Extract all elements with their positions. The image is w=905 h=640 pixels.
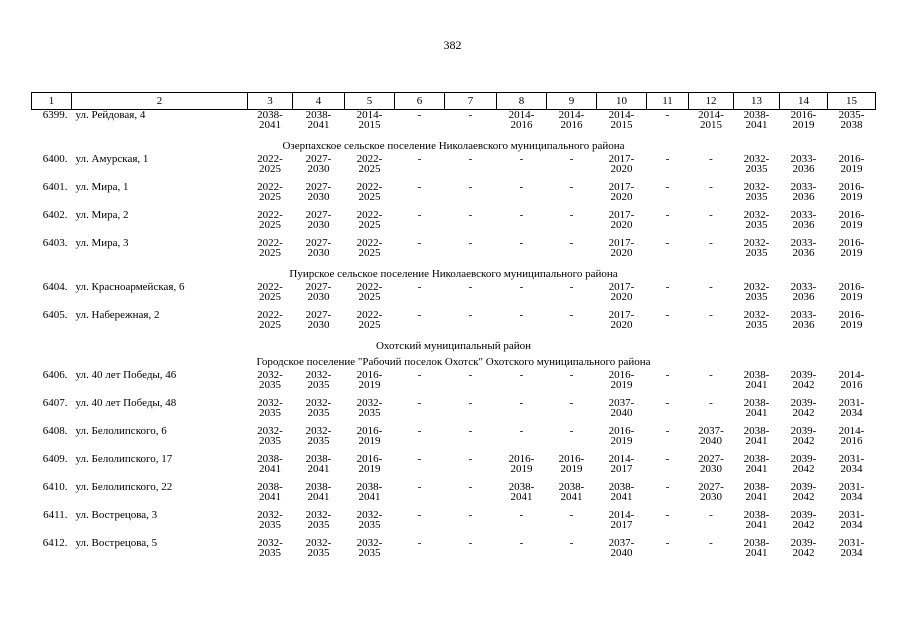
period-cell: 2038- 2041 (305, 109, 332, 131)
period-cell: 2016- 2019 (838, 209, 865, 231)
period-cell: - (468, 481, 473, 493)
column-header-12: 12 (689, 93, 734, 110)
period-cell: - (417, 153, 422, 165)
period-cell: 2032- 2035 (305, 369, 332, 391)
period-cell: 2031- 2034 (838, 537, 865, 559)
period-cell: 2038- 2041 (508, 481, 535, 503)
column-header-7: 7 (445, 93, 497, 110)
row-number: 6412. (42, 537, 68, 549)
period-cell: - (468, 209, 473, 221)
table-row (32, 538, 876, 566)
period-cell: - (569, 153, 574, 165)
section-heading: Охотский муниципальный район (375, 340, 532, 352)
period-cell: 2039- 2042 (790, 509, 817, 531)
table-row (32, 238, 876, 266)
period-cell: 2022- 2025 (257, 309, 283, 331)
row-number: 6405. (42, 309, 68, 321)
period-cell: - (468, 509, 473, 521)
row-number: 6406. (42, 369, 68, 381)
period-cell: 2033- 2036 (790, 281, 817, 303)
period-cell: - (519, 425, 524, 437)
period-cell: 2022- 2025 (257, 153, 283, 175)
period-cell: - (665, 209, 670, 221)
table-row (32, 482, 876, 510)
period-cell: 2038- 2041 (743, 397, 770, 419)
period-cell: - (569, 397, 574, 409)
row-number: 6407. (42, 397, 68, 409)
address-cell: ул. Мира, 2 (75, 209, 129, 221)
period-cell: 2032- 2035 (743, 209, 770, 231)
period-cell: 2027- 2030 (698, 481, 724, 503)
column-header-4: 4 (293, 93, 345, 110)
period-cell: - (468, 153, 473, 165)
period-cell: - (569, 369, 574, 381)
period-cell: - (665, 237, 670, 249)
period-cell: - (665, 509, 670, 521)
period-cell: - (519, 281, 524, 293)
period-cell: 2038- 2041 (558, 481, 585, 503)
period-cell: - (709, 369, 713, 381)
period-cell: 2037- 2040 (608, 397, 635, 419)
section-heading-row (32, 138, 876, 154)
period-cell: 2038- 2041 (743, 425, 770, 447)
address-cell: ул. Набережная, 2 (75, 309, 160, 321)
period-cell: 2022- 2025 (356, 153, 383, 175)
period-cell: 2032- 2035 (743, 281, 770, 303)
period-cell: 2037- 2040 (608, 537, 635, 559)
address-cell: ул. Амурская, 1 (75, 153, 149, 165)
row-number: 6399. (42, 109, 68, 121)
period-cell: - (709, 537, 713, 549)
period-cell: - (417, 425, 422, 437)
period-cell: 2016- 2019 (508, 453, 535, 475)
column-header-3: 3 (248, 93, 293, 110)
period-cell: - (468, 537, 473, 549)
period-cell: 2032- 2035 (257, 509, 283, 531)
period-cell: 2038- 2041 (743, 509, 770, 531)
period-cell: 2014- 2015 (608, 109, 635, 131)
period-cell: 2032- 2035 (305, 397, 332, 419)
column-header-15: 15 (828, 93, 876, 110)
period-cell: - (417, 397, 422, 409)
period-cell: 2033- 2036 (790, 237, 817, 259)
period-cell: - (665, 153, 670, 165)
period-cell: - (665, 181, 670, 193)
section-heading-row (32, 338, 876, 354)
period-cell: 2017- 2020 (608, 209, 635, 231)
period-cell: 2032- 2035 (743, 153, 770, 175)
period-cell: 2027- 2030 (698, 453, 724, 475)
period-cell: - (569, 237, 574, 249)
period-cell: - (519, 237, 524, 249)
column-header-2: 2 (72, 93, 248, 110)
period-cell: 2016- 2019 (356, 425, 383, 447)
period-cell: 2027- 2030 (305, 153, 332, 175)
period-cell: 2033- 2036 (790, 153, 817, 175)
period-cell: 2017- 2020 (608, 153, 635, 175)
period-cell: 2032- 2035 (257, 397, 283, 419)
period-cell: 2038- 2041 (608, 481, 635, 503)
table-row (32, 154, 876, 182)
period-cell: 2022- 2025 (356, 181, 383, 203)
period-cell: 2016- 2019 (608, 369, 635, 391)
period-cell: 2016- 2019 (608, 425, 635, 447)
period-cell: - (417, 181, 422, 193)
period-cell: 2031- 2034 (838, 509, 865, 531)
period-cell: 2032- 2035 (257, 537, 283, 559)
address-cell: ул. Вострецова, 3 (75, 509, 158, 521)
period-cell: 2038- 2041 (305, 481, 332, 503)
table-row (32, 426, 876, 454)
period-cell: - (665, 309, 670, 321)
period-cell: - (709, 181, 713, 193)
period-cell: 2039- 2042 (790, 369, 817, 391)
period-cell: 2032- 2035 (305, 509, 332, 531)
period-cell: 2022- 2025 (356, 237, 383, 259)
period-cell: 2038- 2041 (743, 481, 770, 503)
period-cell: - (417, 509, 422, 521)
table-row (32, 110, 876, 139)
period-cell: - (417, 369, 422, 381)
section-heading: Озерпахское сельское поселение Николаевского муниципального района (282, 140, 625, 152)
period-cell: - (709, 509, 713, 521)
period-cell: - (569, 537, 574, 549)
period-cell: - (665, 281, 670, 293)
period-cell: - (569, 425, 574, 437)
column-header-9: 9 (547, 93, 597, 110)
period-cell: - (417, 453, 422, 465)
period-cell: - (569, 181, 574, 193)
period-cell: 2039- 2042 (790, 425, 817, 447)
period-cell: 2038- 2041 (743, 369, 770, 391)
address-cell: ул. Белолипского, 17 (75, 453, 173, 465)
period-cell: 2016- 2019 (838, 153, 865, 175)
table-row (32, 282, 876, 310)
period-cell: 2014- 2016 (838, 425, 865, 447)
period-cell: 2022- 2025 (257, 281, 283, 303)
period-cell: 2039- 2042 (790, 453, 817, 475)
row-number: 6401. (42, 181, 68, 193)
table-row (32, 454, 876, 482)
period-cell: 2032- 2035 (305, 425, 332, 447)
period-cell: - (417, 537, 422, 549)
period-cell: - (569, 309, 574, 321)
period-cell: - (519, 397, 524, 409)
period-cell: - (468, 181, 473, 193)
period-cell: 2038- 2041 (257, 481, 283, 503)
period-cell: - (468, 281, 473, 293)
column-header-14: 14 (780, 93, 828, 110)
period-cell: 2016- 2019 (838, 309, 865, 331)
period-cell: 2038- 2041 (743, 453, 770, 475)
period-cell: 2033- 2036 (790, 181, 817, 203)
column-header-8: 8 (497, 93, 547, 110)
period-cell: 2038- 2041 (257, 453, 283, 475)
row-number: 6403. (42, 237, 68, 249)
period-cell: 2017- 2020 (608, 181, 635, 203)
period-cell: 2027- 2030 (305, 309, 332, 331)
row-number: 6404. (42, 281, 68, 293)
period-cell: 2033- 2036 (790, 309, 817, 331)
section-heading-row (32, 354, 876, 370)
column-header-6: 6 (395, 93, 445, 110)
row-number: 6400. (42, 153, 68, 165)
section-heading-row (32, 266, 876, 282)
period-cell: - (468, 397, 473, 409)
page-number: 382 (443, 38, 462, 52)
period-cell: 2032- 2035 (305, 537, 332, 559)
address-cell: ул. Рейдовая, 4 (75, 109, 146, 121)
period-cell: 2022- 2025 (257, 181, 283, 203)
period-cell: - (709, 237, 713, 249)
address-cell: ул. Мира, 1 (75, 181, 129, 193)
period-cell: 2032- 2035 (356, 397, 383, 419)
period-cell: 2031- 2034 (838, 453, 865, 475)
period-cell: 2014- 2016 (838, 369, 865, 391)
period-cell: - (665, 537, 670, 549)
period-cell: - (569, 281, 574, 293)
period-cell: - (519, 537, 524, 549)
period-cell: 2016- 2019 (838, 237, 865, 259)
period-cell: 2016- 2019 (838, 181, 865, 203)
period-cell: 2039- 2042 (790, 397, 817, 419)
period-cell: - (417, 281, 422, 293)
schedule-table (31, 92, 876, 566)
period-cell: - (569, 509, 574, 521)
period-cell: - (665, 481, 670, 493)
period-cell: 2032- 2035 (257, 369, 283, 391)
period-cell: 2032- 2035 (257, 425, 283, 447)
period-cell: 2031- 2034 (838, 481, 865, 503)
period-cell: - (665, 453, 670, 465)
period-cell: 2022- 2025 (257, 237, 283, 259)
row-number: 6408. (42, 425, 68, 437)
period-cell: 2014- 2015 (356, 109, 383, 131)
period-cell: 2027- 2030 (305, 181, 332, 203)
period-cell: 2038- 2041 (305, 453, 332, 475)
period-cell: - (468, 453, 473, 465)
column-header-10: 10 (597, 93, 647, 110)
period-cell: 2017- 2020 (608, 281, 635, 303)
period-cell: 2016- 2019 (790, 109, 817, 131)
period-cell: 2032- 2035 (743, 181, 770, 203)
column-header-5: 5 (345, 93, 395, 110)
period-cell: - (665, 397, 670, 409)
period-cell: 2039- 2042 (790, 537, 817, 559)
period-cell: 2016- 2019 (838, 281, 865, 303)
period-cell: - (468, 109, 473, 121)
column-header-13: 13 (734, 93, 780, 110)
table-row (32, 510, 876, 538)
period-cell: 2027- 2030 (305, 281, 332, 303)
period-cell: - (519, 309, 524, 321)
row-number: 6402. (42, 209, 68, 221)
period-cell: - (417, 209, 422, 221)
period-cell: 2032- 2035 (743, 309, 770, 331)
address-cell: ул. Красноармейская, 6 (75, 281, 185, 293)
period-cell: - (709, 281, 713, 293)
period-cell: - (417, 109, 422, 121)
period-cell: - (417, 309, 422, 321)
period-cell: 2016- 2019 (558, 453, 585, 475)
period-cell: - (519, 153, 524, 165)
address-cell: ул. 40 лет Победы, 46 (75, 369, 177, 381)
column-header-1: 1 (32, 93, 72, 110)
period-cell: 2027- 2030 (305, 209, 332, 231)
period-cell: 2017- 2020 (608, 309, 635, 331)
address-cell: ул. 40 лет Победы, 48 (75, 397, 177, 409)
period-cell: 2022- 2025 (257, 209, 283, 231)
period-cell: - (468, 425, 473, 437)
period-cell: 2038- 2041 (257, 109, 283, 131)
table-row (32, 210, 876, 238)
period-cell: 2038- 2041 (356, 481, 383, 503)
address-cell: ул. Белолипского, 22 (75, 481, 173, 493)
period-cell: 2038- 2041 (743, 537, 770, 559)
period-cell: 2031- 2034 (838, 397, 865, 419)
table-row (32, 398, 876, 426)
period-cell: 2039- 2042 (790, 481, 817, 503)
table-row (32, 370, 876, 398)
period-cell: 2032- 2035 (356, 509, 383, 531)
period-cell: 2037- 2040 (698, 425, 724, 447)
table-row (32, 182, 876, 210)
period-cell: 2017- 2020 (608, 237, 635, 259)
period-cell: - (468, 309, 473, 321)
column-header-11: 11 (647, 93, 689, 110)
period-cell: 2014- 2016 (508, 109, 535, 131)
table-row (32, 310, 876, 338)
period-cell: 2032- 2035 (743, 237, 770, 259)
table-header-row (32, 93, 876, 110)
period-cell: 2014- 2015 (698, 109, 724, 131)
period-cell: 2022- 2025 (356, 281, 383, 303)
address-cell: ул. Вострецова, 5 (75, 537, 158, 549)
period-cell: 2038- 2041 (743, 109, 770, 131)
period-cell: 2014- 2017 (608, 509, 635, 531)
period-cell: - (519, 181, 524, 193)
period-cell: - (519, 209, 524, 221)
section-heading: Пуирское сельское поселение Николаевского муниципального района (289, 268, 618, 280)
period-cell: - (709, 309, 713, 321)
period-cell: - (665, 425, 670, 437)
period-cell: - (468, 369, 473, 381)
period-cell: - (665, 109, 670, 121)
period-cell: - (709, 209, 713, 221)
period-cell: - (665, 369, 670, 381)
row-number: 6410. (42, 481, 68, 493)
period-cell: 2016- 2019 (356, 453, 383, 475)
period-cell: 2035- 2038 (838, 109, 865, 131)
period-cell: - (417, 481, 422, 493)
period-cell: - (569, 209, 574, 221)
period-cell: - (709, 153, 713, 165)
section-heading: Городское поселение "Рабочий поселок Охотск" Охотского муниципального района (256, 356, 651, 368)
period-cell: 2022- 2025 (356, 309, 383, 331)
period-cell: 2014- 2017 (608, 453, 635, 475)
row-number: 6411. (43, 509, 68, 521)
period-cell: 2016- 2019 (356, 369, 383, 391)
period-cell: - (468, 237, 473, 249)
address-cell: ул. Белолипского, 6 (75, 425, 167, 437)
period-cell: - (519, 509, 524, 521)
address-cell: ул. Мира, 3 (75, 237, 129, 249)
period-cell: 2027- 2030 (305, 237, 332, 259)
period-cell: 2014- 2016 (558, 109, 585, 131)
period-cell: 2033- 2036 (790, 209, 817, 231)
period-cell: 2022- 2025 (356, 209, 383, 231)
period-cell: - (709, 397, 713, 409)
row-number: 6409. (42, 453, 68, 465)
period-cell: - (417, 237, 422, 249)
period-cell: - (519, 369, 524, 381)
period-cell: 2032- 2035 (356, 537, 383, 559)
